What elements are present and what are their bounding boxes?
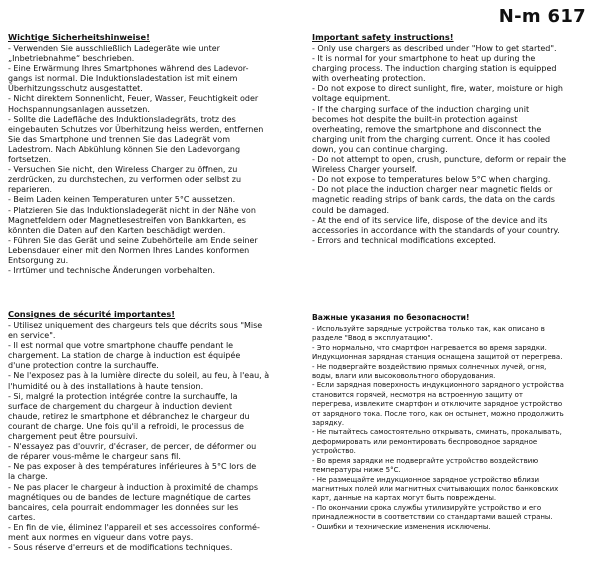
list-en (312, 44, 594, 246)
section-en (312, 32, 594, 246)
list-item: - Si, malgré la protection intégrée contre la surchauffe, la surface de chargement du chargeur à induction devient chaude, retirez le smartphone et débranchez le chargeur du courant de charge. Une fois qu'il a refroidi, le processus de chargement peut être poursuivi. (8, 391, 250, 442)
list-item: - Если зарядная поверхность индукционного зарядного устройства становится горячей, несмотря на встроенную защиту от перегрева, извлеките смартфон и отключите зарядное устройство от зарядного тока. После того, как он остынет, можно продолжить зарядку. (312, 381, 564, 428)
list-item: - Do not expose to temperatures below 5°C when charging. (312, 175, 551, 185)
list-item: - Используйте зарядные устройства только так, как описано в разделе "Ввод в эксплуатацию". (312, 325, 545, 343)
section-title-fr: Consignes de sécurité importantes! (8, 309, 176, 319)
list-item: - Не пытайтесь самостоятельно открывать, сминать, прокалывать, деформировать или ремонтировать беспроводное зарядное устройство. (312, 428, 562, 456)
list-item: - Это нормально, что смартфон нагревается во время зарядки. Индукционная зарядная станция оснащена защитой от перегрева. (312, 343, 563, 362)
section-fr (8, 309, 298, 553)
list-de (8, 44, 298, 276)
list-item: - Ne pas exposer à des températures inférieures à 5°C lors de la charge. (8, 462, 257, 482)
list-item: - Platzieren Sie das Induktionsladegerät nicht in der Nähe von Magnetfeldern oder Magnetlesestreifen von Bankkarten, es könnten die Daten auf den Karten beschädigt werden. (8, 205, 256, 235)
model-number: N-m 617 (498, 6, 586, 27)
list-item: - Sollte die Ladefläche des Induktionsladegräts, trotz des eingebauten Schutzes vor Überhitzung heiss werden, entfernen Sie das Smartphone und trennen Sie das Ladegrät vom Ladestrom. Nach Abkühlung können Sie den Ladevorgang fortsetzen. (8, 114, 264, 165)
list-fr (8, 321, 298, 553)
list-item: - Only use chargers as described under "How to get started". (312, 44, 557, 53)
list-item: - Utilisez uniquement des chargeurs tels que décrits sous "Mise en service". (8, 321, 263, 341)
list-item: - Ошибки и технические изменения исключены. (312, 522, 491, 531)
list-item: - En fin de vie, éliminez l'appareil et ses accessoires conformé- ment aux normes en vigueur dans votre pays. (8, 522, 260, 542)
list-item: - At the end of its service life, dispose of the device and its accessories in accordance with the standards of your country. (312, 215, 560, 235)
list-item: - Do not place the induction charger near magnetic fields or magnetic reading strips of bank cards, the data on the cards could be damaged. (312, 185, 555, 215)
list-item: - Sous réserve d'erreurs et de modifications techniques. (8, 543, 233, 553)
list-item: - Do not expose to direct sunlight, fire, water, moisture or high voltage equipment. (312, 84, 563, 104)
list-item: - Irrtümer und technische Änderungen vorbehalten. (8, 266, 216, 276)
list-item: - Führen Sie das Gerät und seine Zubehörteile am Ende seiner Lebensdauer einer mit den Normen Ihres Landes konformen Entsorgung zu. (8, 235, 258, 265)
section-title-en: Important safety instructions! (312, 32, 454, 42)
list-item: - Errors and technical modifications excepted. (312, 235, 496, 245)
list-item: - Не размещайте индукционное зарядное устройство вблизи магнитных полей или магнитных считывающих полос банковских карт, данные на картах могут быть повреждены. (312, 475, 559, 503)
list-item: - Beim Laden keinen Temperaturen unter 5°C aussetzen. (8, 195, 236, 205)
section-title-de: Wichtige Sicherheitshinweise! (8, 32, 150, 42)
list-item: - Во время зарядки не подвергайте устройство воздействию температуры ниже 5°C. (312, 456, 539, 475)
list-item: - It is normal for your smartphone to heat up during the charging process. The induction charging station is equipped with overheating protection. (312, 54, 557, 84)
list-item: - Versuchen Sie nicht, den Wireless Charger zu öffnen, zu zerdrücken, zu durchstechen, zu verformen oder selbst zu reparieren. (8, 165, 242, 195)
list-item: - Do not attempt to open, crush, puncture, deform or repair the Wireless Charger yourself. (312, 155, 567, 175)
list-ru (312, 325, 594, 532)
list-item: - Ne l'exposez pas à la lumière directe du soleil, au feu, à l'eau, à l'humidité ou à des installations à haute tension. (8, 371, 270, 391)
list-item: - Не подвергайте воздействию прямых солнечных лучей, огня, воды, влаги или высоковольтного оборудования. (312, 362, 547, 381)
list-item: - Nicht direktem Sonnenlicht, Feuer, Wasser, Feuchtigkeit oder Hochspannungsanlagen aussetzen. (8, 94, 259, 114)
list-item: - If the charging surface of the induction charging unit becomes hot despite the built-in protection against overheating, remove the smartphone and disconnect the charging unit from the charging current. Once it has cooled down, you can continue charging. (312, 104, 551, 154)
list-item: - По окончании срока службы утилизируйте устройство и его принадлежности в соответствии со стандартами вашей страны. (312, 503, 553, 522)
section-title-ru: Важные указания по безопасности! (312, 313, 470, 322)
list-item: - Ne pas placer le chargeur à induction à proximité de champs magnétiques ou de bandes de lecture magnétique de cartes bancaires, cela pourrait endommager les données sur les cartes. (8, 482, 258, 522)
section-ru (312, 312, 594, 532)
list-item: - Verwenden Sie ausschließlich Ladegeräte wie unter „Inbetriebnahme“ beschrieben. (8, 44, 220, 64)
section-de (8, 32, 298, 276)
list-item: - N'essayez pas d'ouvrir, d'écraser, de percer, de déformer ou de réparer vous-même le chargeur sans fil. (8, 442, 257, 462)
list-item: - Il est normal que votre smartphone chauffe pendant le chargement. La station de charge à induction est équipée d'une protection contre la surchauffe. (8, 341, 241, 371)
list-item: - Eine Erwärmung Ihres Smartphones während des Ladevor- gangs ist normal. Die Induktionsladestation ist mit einem Überhitzungsschutz ausgestattet. (8, 64, 249, 94)
